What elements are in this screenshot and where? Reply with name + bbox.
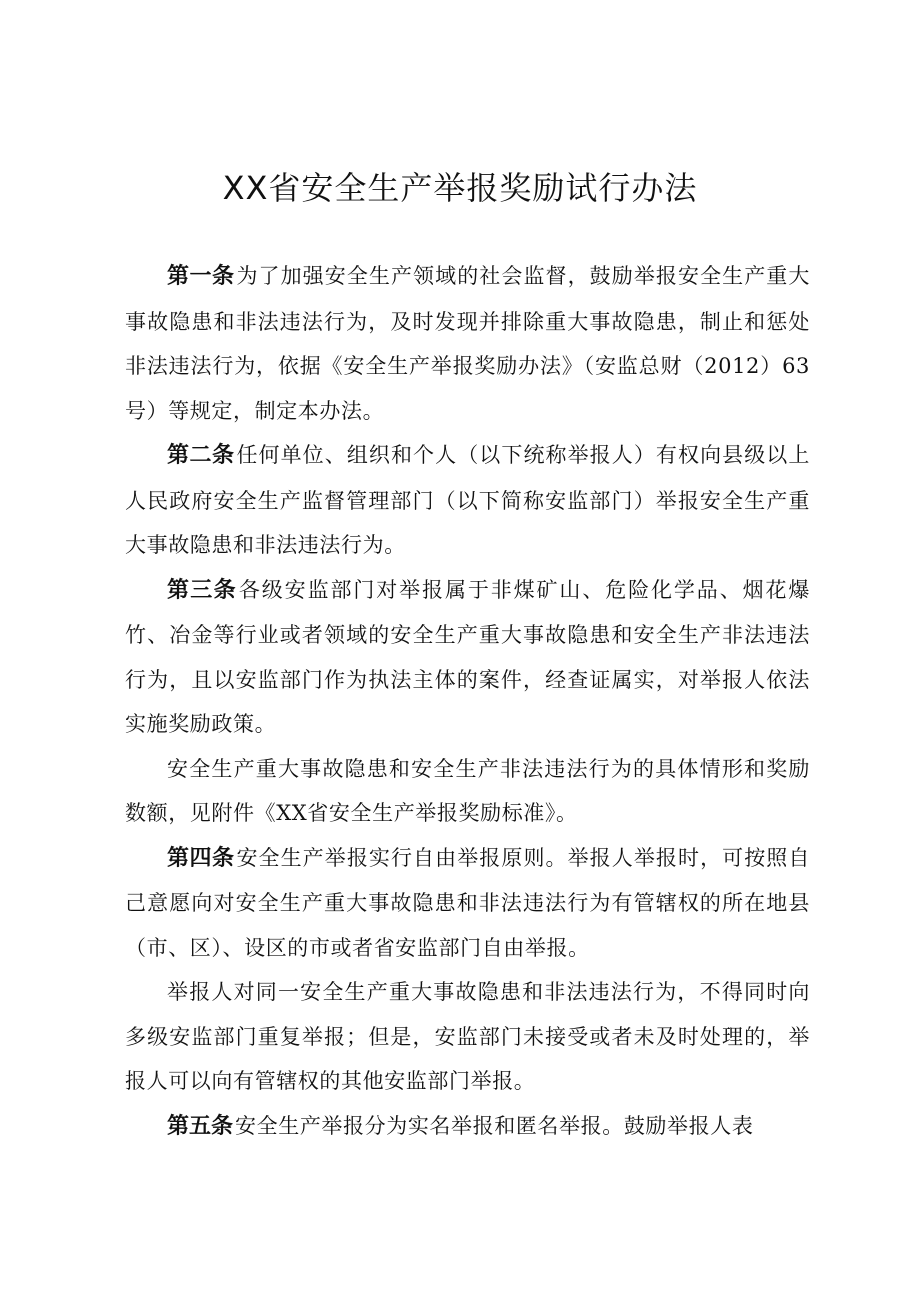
article-text: 安全生产重大事故隐患和安全生产非法违法行为的具体情形和奖励数额，见附件《XX省安全生产举报奖励标准》。: [125, 756, 810, 825]
article-5: [125, 1104, 810, 1150]
article-1: [125, 254, 810, 433]
article-label: 第三条: [167, 577, 237, 603]
article-text: 安全生产举报实行自由举报原则。举报人举报时，可按照自己意愿向对安全生产重大事故隐患和非法违法行为有管辖权的所在地县（市、区）、设区的市或者省安监部门自由举报。: [125, 845, 810, 960]
article-text: 举报人对同一安全生产重大事故隐患和非法违法行为，不得同时向多级安监部门重复举报；但是，安监部门未接受或者未及时处理的，举报人可以向有管辖权的其他安监部门举报。: [125, 980, 810, 1093]
article-2: [125, 433, 810, 568]
article-text: 各级安监部门对举报属于非煤矿山、危险化学品、烟花爆竹、冶金等行业或者领域的安全生产重大事故隐患和安全生产非法违法行为，且以安监部门作为执法主体的案件，经查证属实，对举报人依法实施奖励政策。: [125, 577, 810, 736]
article-text: 安全生产举报分为实名举报和匿名举报。鼓励举报人表: [235, 1113, 754, 1138]
document-body: [125, 254, 810, 1149]
document-title: XX省安全生产举报奖励试行办法: [222, 169, 698, 207]
article-label: 第一条: [167, 264, 235, 289]
article-text: 任何单位、组织和个人（以下统称举报人）有权向县级以上人民政府安全生产监督管理部门（以下简称安监部门）举报安全生产重大事故隐患和非法违法行为。: [125, 443, 810, 557]
article-4-continuation: [125, 970, 810, 1104]
article-label: 第二条: [167, 443, 235, 468]
article-text: 为了加强安全生产领域的社会监督，鼓励举报安全生产重大事故隐患和非法违法行为，及时发现并排除重大事故隐患，制止和惩处非法违法行为，依据《安全生产举报奖励办法》（安监总财（2012）63号）等规定，制定本办法。: [125, 264, 810, 423]
article-3: [125, 568, 810, 747]
article-3-continuation: [125, 747, 810, 836]
article-4: [125, 836, 810, 971]
article-label: 第四条: [167, 845, 235, 871]
article-label: 第五条: [167, 1113, 234, 1139]
